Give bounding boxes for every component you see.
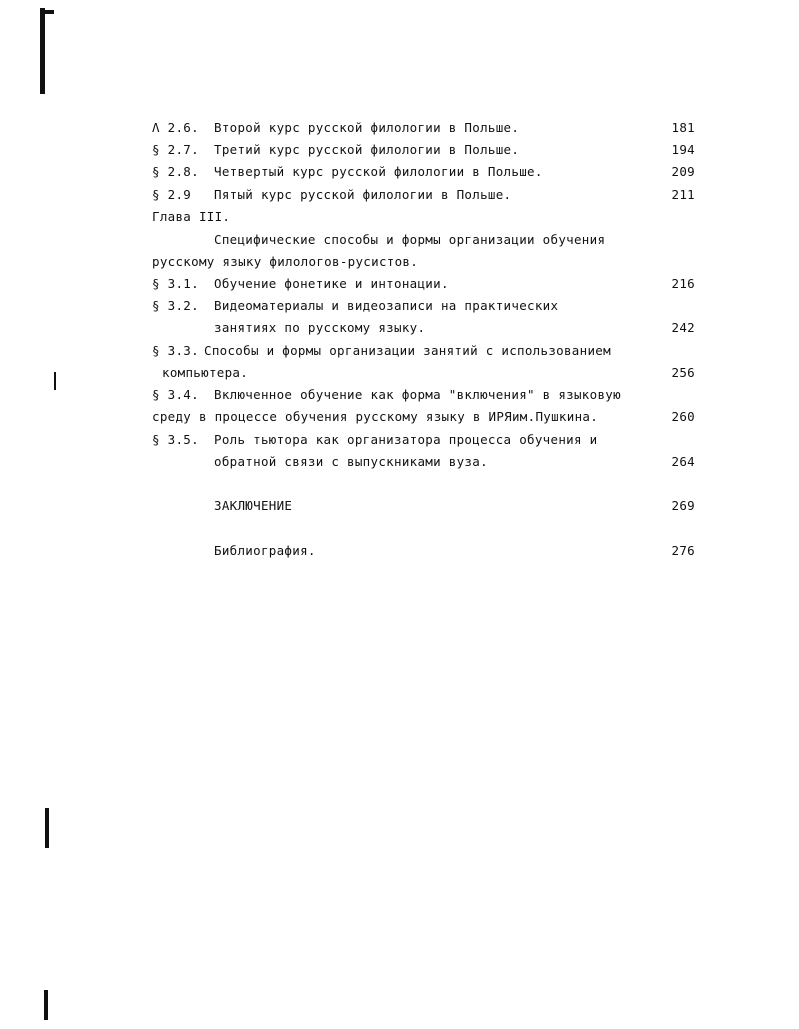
toc-entry-3-2-cont [0, 317, 799, 339]
section-title: Включенное обучение как форма "включения" в языковую [214, 387, 621, 402]
scan-mark-bottom [44, 990, 48, 1020]
section-number: § 3.5. [152, 432, 199, 447]
toc-entry-3-5 [0, 429, 799, 451]
page-number: 269 [671, 498, 695, 513]
toc-entry-3-3 [0, 340, 799, 362]
section-title: Обучение фонетике и интонации. [214, 276, 449, 291]
section-number: § 3.2. [152, 298, 199, 313]
toc-entry-2-6 [0, 117, 799, 139]
page-number: 260 [671, 409, 695, 424]
chapter-title-line-2 [0, 251, 799, 273]
toc-entry-conclusion [0, 495, 799, 517]
section-title: Второй курс русской филологии в Польше. [214, 120, 520, 135]
section-number: § 3.4. [152, 387, 199, 402]
section-title: Роль тьютора как организатора процесса обучения и [214, 432, 598, 447]
page-number: 242 [671, 320, 695, 335]
page-number: 276 [671, 543, 695, 558]
section-title-cont: среду в процессе обучения русскому языку в ИРЯим.Пушкина. [152, 409, 599, 424]
page-number: 264 [671, 454, 695, 469]
page-number: 209 [671, 164, 695, 179]
section-title: Видеоматериалы и видеозаписи на практических [214, 298, 559, 313]
chapter-label: Глава III. [152, 209, 231, 224]
section-title: Способы и формы организации занятий с использованием [204, 343, 611, 358]
toc-entry-2-7 [0, 139, 799, 161]
page-number: 181 [671, 120, 695, 135]
bibliography-title: Библиография. [214, 543, 316, 558]
page-number: 211 [671, 187, 695, 202]
section-title: Четвертый курс русской филологии в Польше. [214, 164, 543, 179]
chapter-heading [0, 206, 799, 228]
conclusion-title: ЗАКЛЮЧЕНИЕ [214, 498, 293, 513]
toc-entry-3-3-cont [0, 362, 799, 384]
section-number: § 3.3. [152, 343, 199, 358]
scan-mark-top-hook [44, 10, 54, 14]
section-title: Третий курс русской филологии в Польше. [214, 142, 520, 157]
scan-mark-top [40, 8, 45, 94]
section-number: § 3.1. [152, 276, 199, 291]
page-number: 256 [671, 365, 695, 380]
toc-entry-3-4 [0, 384, 799, 406]
section-title-cont: компьютера. [162, 365, 249, 380]
toc-entry-3-1 [0, 273, 799, 295]
chapter-title-line-1 [0, 229, 799, 251]
section-number: § 2.9 [152, 187, 192, 202]
section-number: § 2.8. [152, 164, 199, 179]
section-title-cont: занятиях по русскому языку. [214, 320, 426, 335]
chapter-title: Специфические способы и формы организации обучения [214, 232, 606, 247]
scan-mark-lower [45, 808, 49, 848]
page-number: 194 [671, 142, 695, 157]
toc-entry-bibliography [0, 540, 799, 562]
section-title-cont: обратной связи с выпускниками вуза. [214, 454, 488, 469]
section-number: Λ 2.6. [152, 120, 199, 135]
chapter-title-cont: русскому языку филологов-русистов. [152, 254, 419, 269]
page-number: 216 [671, 276, 695, 291]
toc-entry-3-4-cont [0, 406, 799, 428]
section-number: § 2.7. [152, 142, 199, 157]
section-title: Пятый курс русской филологии в Польше. [214, 187, 512, 202]
toc-entry-3-5-cont [0, 451, 799, 473]
toc-entry-3-2 [0, 295, 799, 317]
toc-entry-2-9 [0, 184, 799, 206]
toc-entry-2-8 [0, 161, 799, 183]
